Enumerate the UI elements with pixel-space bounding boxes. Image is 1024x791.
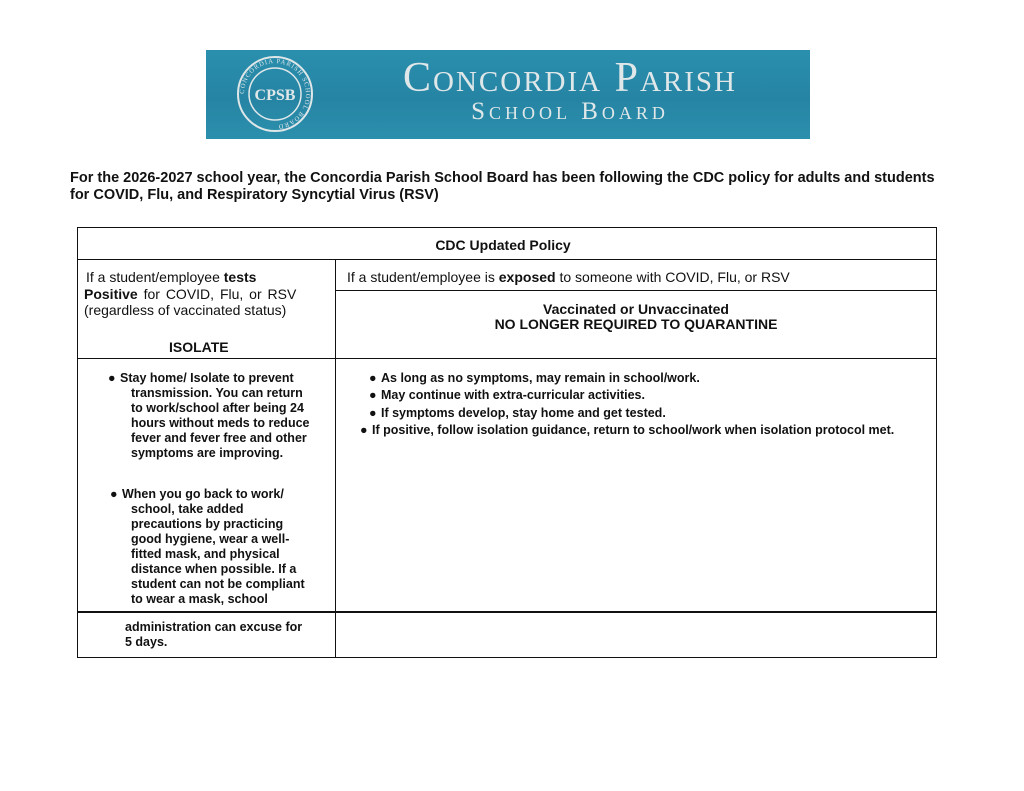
continuation-line: administration can excuse for [125, 620, 303, 634]
bullet-glyph: ● [369, 406, 377, 420]
school-seal-logo [236, 55, 314, 133]
left-header-line3: (regardless of vaccinated status) [84, 302, 287, 318]
table-divider [77, 358, 937, 359]
bullet-line: precautions by practicing [131, 517, 284, 531]
exposure-bullet-2 [369, 388, 921, 403]
bullet-line: to work/school after being 24 [131, 401, 304, 415]
exposure-bullet-3 [369, 406, 921, 421]
right-header-bold: exposed [498, 269, 556, 285]
bullet-text: May continue with extra-curricular activities. [381, 388, 645, 402]
continuation-line: 5 days. [125, 635, 168, 649]
bullet-line: fever and fever free and other [131, 431, 307, 445]
seal-ring-text: CONCORDIA PARISH SCHOOL BOARD [238, 57, 312, 130]
bullet-line: good hygiene, wear a well- [131, 532, 290, 546]
quarantine-status: NO LONGER REQUIRED TO QUARANTINE [494, 316, 778, 332]
intro-paragraph: For the 2026-2027 school year, the Concordia Parish School Board has been following the CDC policy for adults and students for COVID, Flu, and Respiratory Syncytial Virus (RSV) [70, 170, 935, 203]
left-header-bold: tests [223, 269, 257, 285]
table-title: CDC Updated Policy [435, 237, 571, 253]
isolate-bullet-1 [108, 371, 330, 461]
bullet-glyph: ● [369, 371, 377, 385]
isolate-label: ISOLATE [169, 339, 229, 355]
bullet-glyph: ● [108, 371, 116, 385]
isolate-bullet-2 [110, 487, 332, 607]
banner-subtitle: School Board [471, 98, 669, 125]
vaccination-status: Vaccinated or Unvaccinated [543, 301, 729, 317]
bullet-glyph: ● [369, 388, 377, 402]
bullet-line: transmission. You can return [131, 386, 303, 400]
bullet-first-line: Stay home/ Isolate to prevent [120, 371, 294, 385]
left-header-bold: Positive [84, 286, 138, 302]
bullet-text: If positive, follow isolation guidance, return to school/work when isolation protocol met. [372, 423, 895, 437]
banner-title: Concordia Parish [403, 55, 737, 101]
bullet-text: As long as no symptoms, may remain in school/work. [381, 371, 700, 385]
seal-text: CPSB [254, 87, 296, 104]
bullet-line: symptoms are improving. [131, 446, 284, 460]
exposure-bullet-4 [360, 423, 932, 438]
bullet-line: student can not be compliant [131, 577, 305, 591]
table-divider [336, 290, 937, 291]
bullet-text: If symptoms develop, stay home and get tested. [381, 406, 666, 420]
left-header-line2 [84, 286, 334, 302]
left-header-text: If a student/employee [86, 269, 224, 285]
bullet-line: school, take added [131, 502, 244, 516]
bullet-line: to wear a mask, school [131, 592, 268, 606]
bullet-line: distance when possible. If a [131, 562, 297, 576]
right-header-text: to someone with COVID, Flu, or RSV [555, 269, 790, 285]
bullet-glyph: ● [110, 487, 118, 501]
bullet-first-line: When you go back to work/ [122, 487, 284, 501]
bullet-glyph: ● [360, 423, 368, 437]
right-header-text: If a student/employee is [347, 269, 499, 285]
left-header-line1 [86, 269, 334, 285]
left-header-text: for COVID, Flu, or RSV [137, 286, 297, 302]
school-board-banner [206, 50, 810, 139]
bullet-line: fitted mask, and physical [131, 547, 280, 561]
table-divider [77, 259, 937, 260]
table-divider [77, 611, 937, 613]
bullet-line: hours without meds to reduce [131, 416, 310, 430]
continuation-text [125, 620, 330, 650]
right-header-line [347, 269, 932, 285]
exposure-bullet-1 [369, 371, 921, 386]
